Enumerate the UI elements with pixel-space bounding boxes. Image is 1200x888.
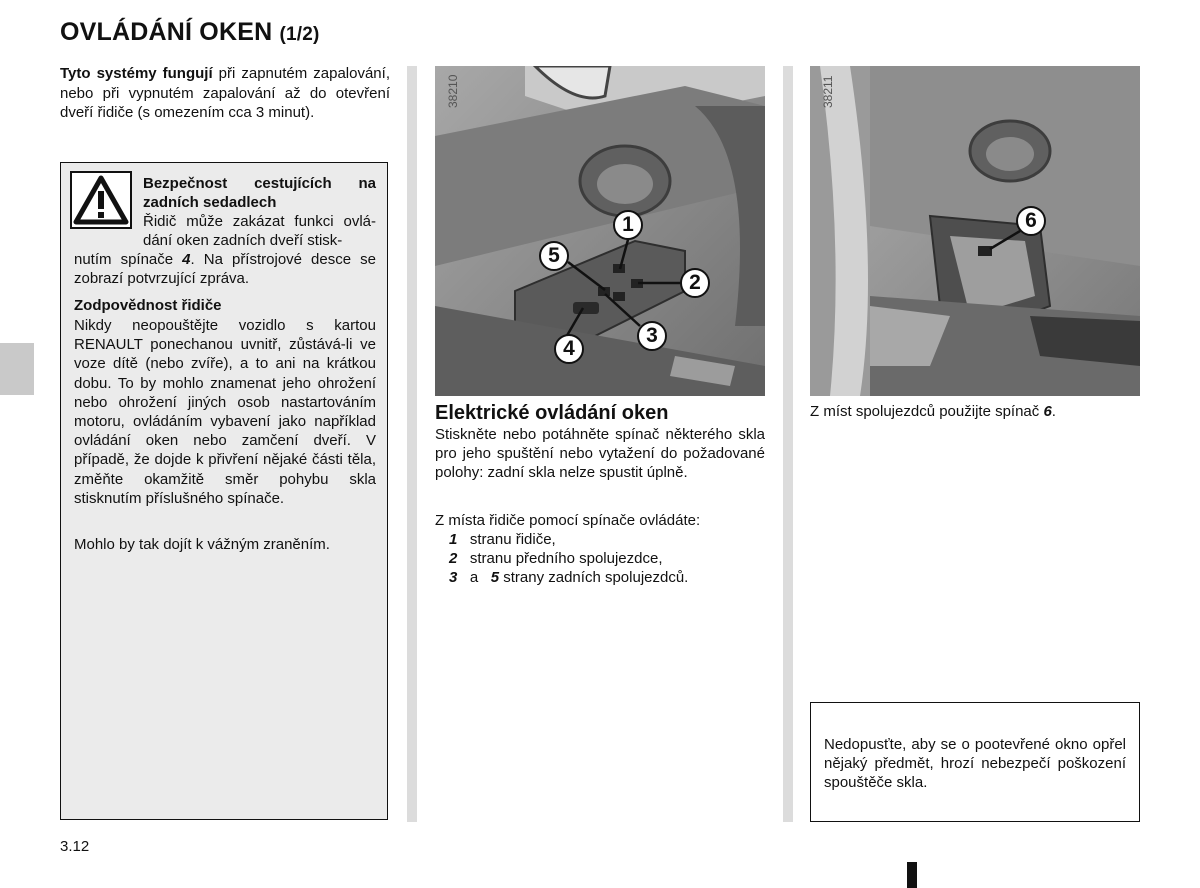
intro-bold: Tyto systémy fungují <box>60 65 213 82</box>
warning-text-pre: nutím spínače <box>74 251 183 268</box>
control-number: 5 <box>490 569 500 586</box>
page-title-part: (1/2) <box>279 24 320 45</box>
warning-text-post: . Na přístrojové desce se zobrazí potvrzující zpráva. <box>74 251 376 287</box>
callout-label: 3 <box>646 324 658 347</box>
passenger-text-pre: Z míst spolujezdců použijte spínač <box>810 403 1044 420</box>
callout-label: 6 <box>1025 209 1037 232</box>
callout-label: 4 <box>563 337 575 360</box>
warning-heading: Bezpečnost cestujících na zadních sedadlech <box>143 175 376 211</box>
page-title-main: OVLÁDÁNÍ OKEN <box>60 18 273 46</box>
callout-4 <box>554 334 584 364</box>
control-item <box>449 568 688 587</box>
control-text: stranu předního spolujezdce, <box>469 550 663 567</box>
control-number: 3 <box>449 569 458 586</box>
column-separator <box>783 66 793 822</box>
switch-ref-6: 6 <box>1043 403 1052 420</box>
responsibility-heading: Zodpovědnost řidiče <box>74 297 222 314</box>
control-text: stranu řidiče, <box>469 531 556 548</box>
passenger-text <box>810 402 1140 421</box>
warning-final-text: Mohlo by tak dojít k vážným zraněním. <box>74 536 330 553</box>
page-title <box>60 18 320 47</box>
callout-1 <box>613 210 643 240</box>
control-item <box>449 530 556 549</box>
callout-3 <box>637 321 667 351</box>
switch-ref-4: 4 <box>182 251 191 268</box>
photo-ref-38210: 38210 <box>446 74 460 108</box>
control-text: strany zadních spolujezdců. <box>503 569 689 586</box>
electric-description: Stiskněte nebo potáhněte spínač některého skla pro jeho spuštění nebo vytažení do požadované polohy: zadní skla nelze spustit úplně. <box>435 426 765 482</box>
page-edge-marker <box>907 862 917 888</box>
control-conjunction: a <box>469 569 479 586</box>
warning-text-continued <box>74 250 376 288</box>
section-heading-electric: Elektrické ovládání oken <box>435 402 669 424</box>
callout-label: 2 <box>689 271 701 294</box>
intro-paragraph <box>60 64 390 123</box>
passenger-text-post: . <box>1051 403 1056 420</box>
callout-label: 1 <box>622 213 634 236</box>
page-number: 3.12 <box>60 838 90 855</box>
passenger-door-photo <box>810 66 1140 396</box>
callout-2 <box>680 268 710 298</box>
chapter-tab <box>0 343 34 395</box>
responsibility-text: Nikdy neopouštějte vozidlo s kartou RENAULT ponechanou uvnitř, zůstává-li ve voze dítě (nebo zvíře), a to ani na krátkou dobu. To by mohlo znamenat jeho ohrožení nebo ohrožení jiných osob nastartováním motoru, ovládáním vybavení jako například ovládání oken nebo zamčení dveří. V případě, že dojde k přivření nějaké části těla, změňte okamžitě směr pohybu skla stisknutím příslušného spínače. <box>74 317 376 507</box>
controls-intro: Z místa řidiče pomocí spínače ovládáte: <box>435 512 701 529</box>
photo-ref-38211: 38211 <box>821 75 835 108</box>
warning-triangle-icon <box>70 171 132 229</box>
column-separator <box>407 66 417 822</box>
control-number: 1 <box>449 531 458 548</box>
intro-text: při zapnutém zapalování, nebo při vypnutém zapalování až do otevření dveří řidiče (s omezením cca 3 minut). <box>60 65 390 121</box>
callout-6 <box>1016 206 1046 236</box>
warning-text: Řidič může zakázat funkci ovládání oken zadních dveří stisk- <box>143 213 376 249</box>
note-text: Nedopusťte, aby se o pootevřené okno opřel nějaký předmět, hrozí nebezpečí poškození spouštěče skla. <box>824 736 1126 792</box>
control-number: 2 <box>449 550 458 567</box>
control-item <box>449 549 663 568</box>
callout-5 <box>539 241 569 271</box>
driver-door-photo <box>435 66 765 396</box>
callout-label: 5 <box>548 244 560 267</box>
